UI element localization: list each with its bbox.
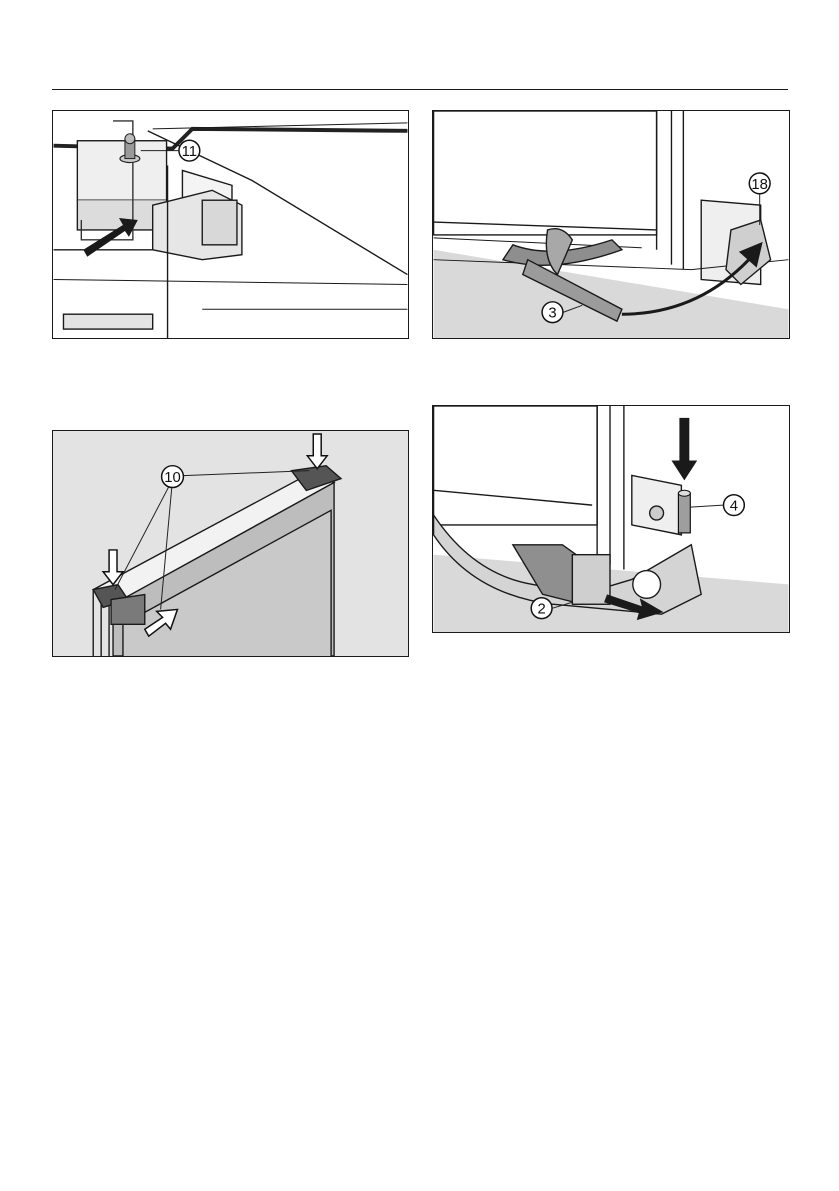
- header-rule: [52, 89, 788, 90]
- figure-hinge-removal: [432, 110, 790, 339]
- callout-label-18: 18: [751, 176, 768, 193]
- figure-door-top-covers: [52, 430, 409, 657]
- down-arrow-icon: [671, 418, 697, 480]
- callout-label-3: 3: [548, 305, 557, 322]
- down-arrow-icon: [307, 434, 327, 469]
- figure-hinge-pin: [432, 405, 790, 633]
- figure-hinge-screw: [52, 110, 409, 339]
- callout-label-10: 10: [164, 470, 181, 487]
- illustration-door-top-covers: [53, 431, 408, 656]
- callout-label-11: 11: [181, 144, 198, 161]
- callout-label-4: 4: [729, 498, 739, 515]
- callout-label-2: 2: [537, 601, 546, 618]
- hinge-pin: [678, 493, 690, 533]
- illustration-hinge-removal: [433, 111, 789, 338]
- illustration-hinge-pin: [433, 406, 789, 632]
- illustration-hinge-screw: [53, 111, 408, 338]
